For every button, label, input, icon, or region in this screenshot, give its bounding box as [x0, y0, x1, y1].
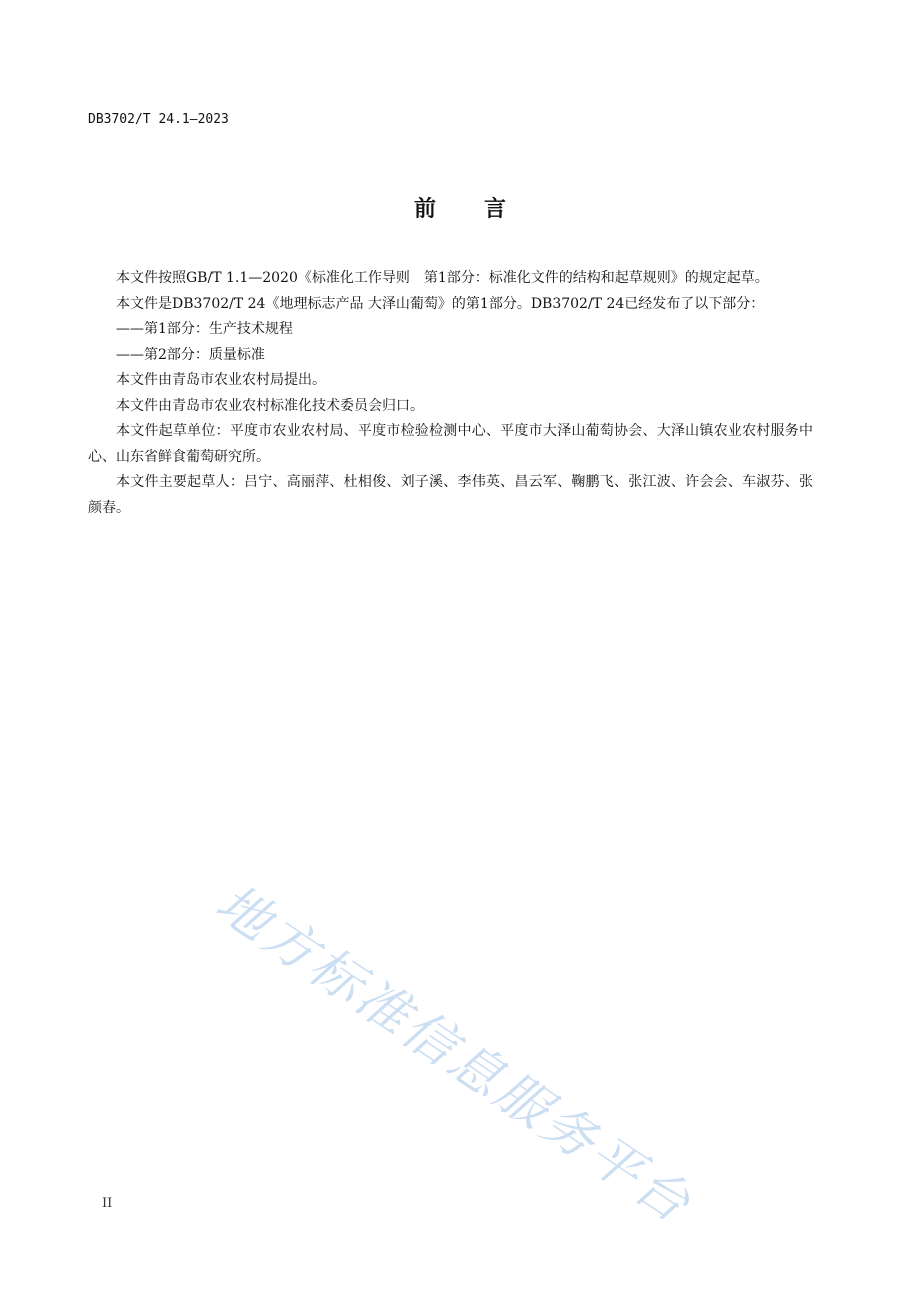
paragraph-proposer: 本文件由青岛市农业农村局提出。 [116, 372, 326, 388]
page-title [0, 192, 920, 223]
foreword-body [88, 266, 813, 521]
title-char-1: 前 [413, 197, 436, 222]
title-char-2: 言 [484, 197, 507, 222]
paragraph-drafting-rules: 本文件按照GB/T 1.1—2020《标准化工作导则 第1部分：标准化文件的结构和起草规则》的规定起草。 [116, 270, 769, 286]
paragraph-drafting-units: 本文件起草单位：平度市农业农村局、平度市检验检测中心、平度市大泽山葡萄协会、大泽山镇农业农村服务中心、山东省鲜食葡萄研究所。 [88, 423, 813, 465]
document-code: DB3702/T 24.1—2023 [88, 112, 229, 127]
page-number: II [102, 1196, 113, 1211]
watermark: 地方标准信息服务平台 [205, 873, 703, 1237]
paragraph-drafters: 本文件主要起草人：吕宁、高丽萍、杜相俊、刘子溪、李伟英、昌云军、鞠鹏飞、张江波、许会会、车淑芬、张颜春。 [88, 474, 813, 516]
paragraph-parts-intro: 本文件是DB3702/T 24《地理标志产品 大泽山葡萄》的第1部分。DB3702/T 24已经发布了以下部分： [116, 295, 765, 312]
paragraph-committee: 本文件由青岛市农业农村标准化技术委员会归口。 [116, 397, 424, 414]
paragraph-part-2: ——第2部分：质量标准 [116, 346, 265, 363]
paragraph-part-1: ——第1部分：生产技术规程 [116, 321, 293, 337]
